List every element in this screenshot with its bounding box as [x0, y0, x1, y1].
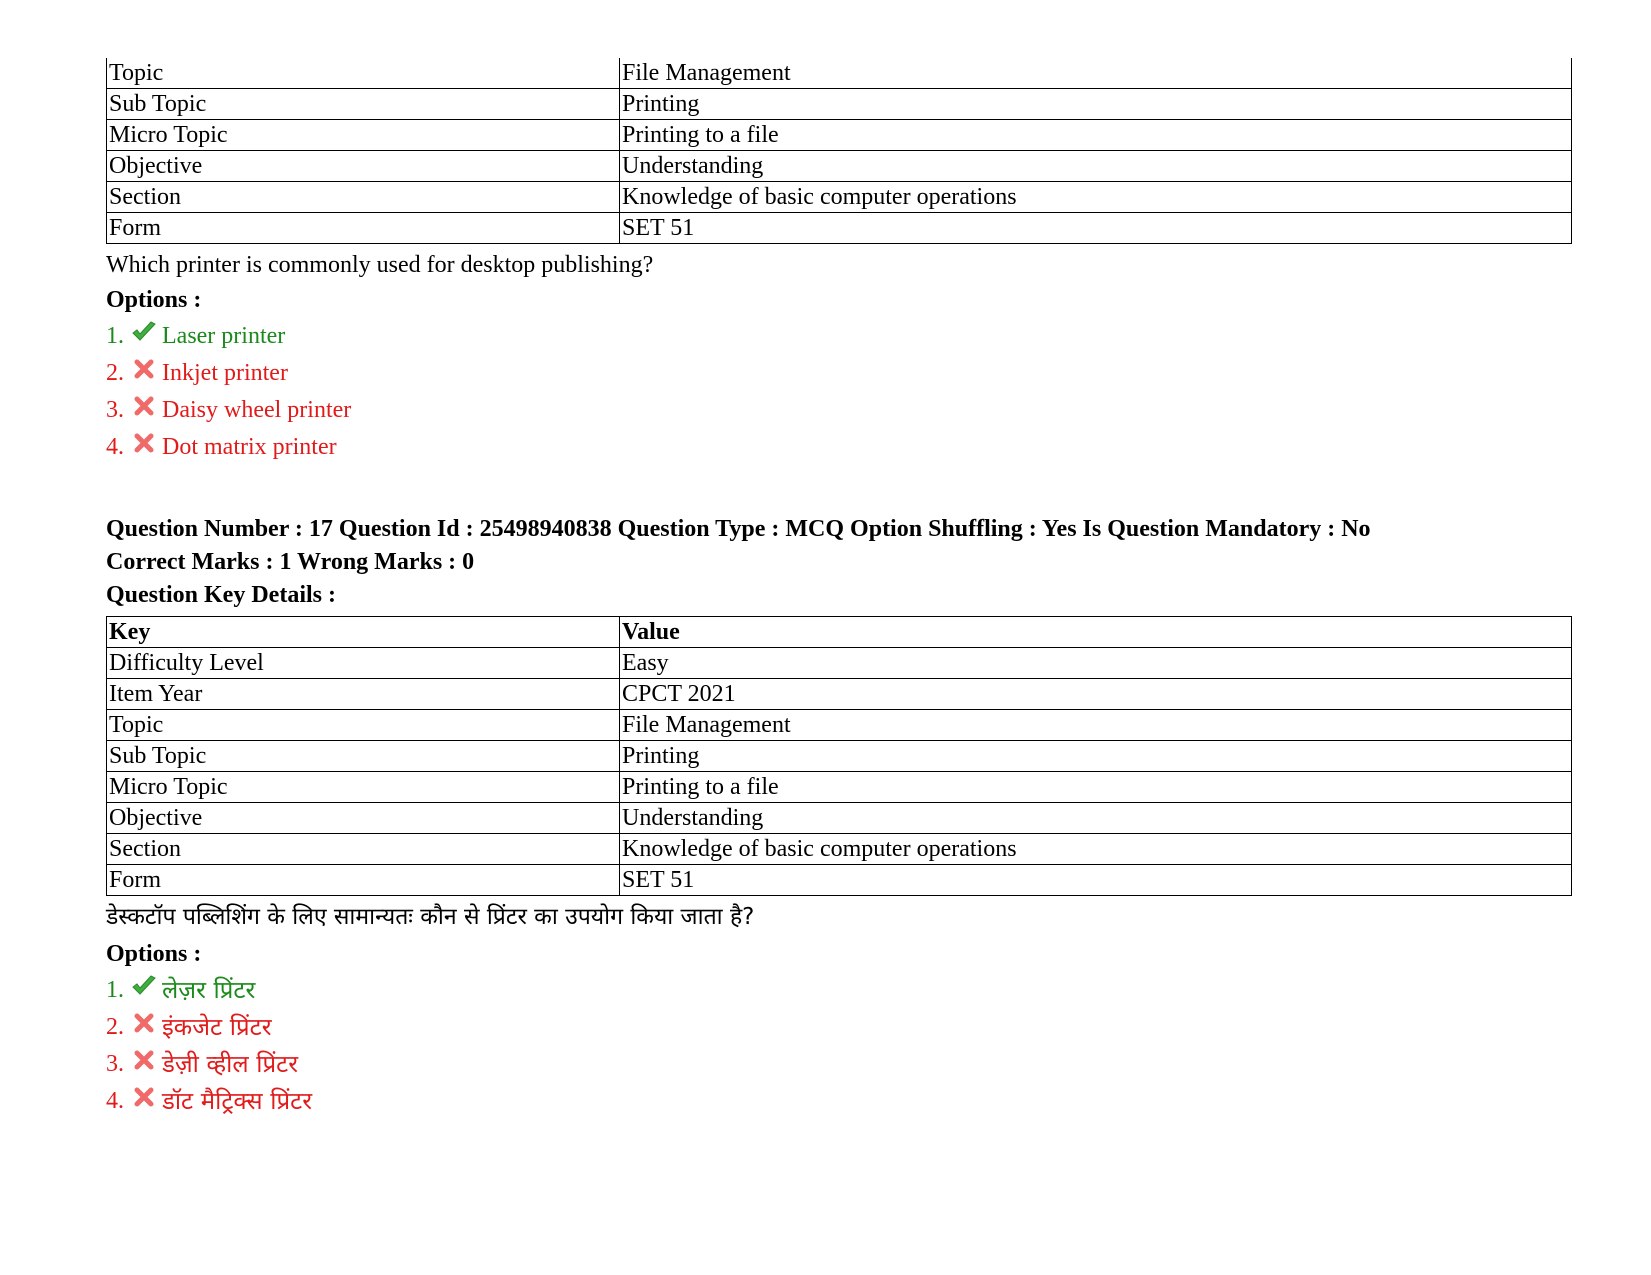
key-cell: Micro Topic [107, 120, 620, 151]
question-paper-page [106, 58, 1576, 1119]
key-cell: Objective [107, 803, 620, 834]
cross-mark-icon [130, 1048, 158, 1072]
value-cell: Knowledge of basic computer operations [620, 834, 1572, 865]
check-mark-icon [130, 974, 158, 998]
value-cell: File Management [620, 710, 1572, 741]
check-mark-icon [130, 320, 158, 344]
value-cell: File Management [620, 58, 1572, 89]
key-cell: Topic [107, 710, 620, 741]
key-details-table-1 [106, 58, 1572, 244]
value-cell: Knowledge of basic computer operations [620, 182, 1572, 213]
key-cell: Difficulty Level [107, 648, 620, 679]
value-cell: SET 51 [620, 865, 1572, 896]
option-text: इंकजेट प्रिंटर [162, 1012, 272, 1041]
option-text: डेज़ी व्हील प्रिंटर [162, 1049, 299, 1078]
cross-mark-icon [130, 1085, 158, 1109]
option-item [106, 317, 1576, 354]
key-cell: Form [107, 865, 620, 896]
key-details-label: Question Key Details : [106, 582, 336, 608]
value-cell: Printing to a file [620, 120, 1572, 151]
options-list-english [106, 317, 1576, 465]
value-cell: Understanding [620, 803, 1572, 834]
table-row [107, 803, 1572, 834]
table-row [107, 213, 1572, 244]
marks-line: Correct Marks : 1 Wrong Marks : 0 [106, 549, 475, 575]
cross-mark-icon [130, 1011, 158, 1035]
table-row [107, 89, 1572, 120]
question-text-hindi: डेस्कटॉप पब्लिशिंग के लिए सामान्यतः कौन से प्रिंटर का उपयोग किया जाता है? [106, 904, 755, 930]
option-item [106, 428, 1576, 465]
table-row [107, 741, 1572, 772]
option-number: 1. [106, 976, 124, 1003]
key-cell: Objective [107, 151, 620, 182]
table-row [107, 182, 1572, 213]
option-text: Daisy wheel printer [162, 396, 352, 423]
key-cell: Item Year [107, 679, 620, 710]
option-number: 4. [106, 433, 124, 460]
option-number: 4. [106, 1087, 124, 1114]
value-cell: SET 51 [620, 213, 1572, 244]
question-text-english: Which printer is commonly used for desktop publishing? [106, 252, 654, 278]
key-cell: Micro Topic [107, 772, 620, 803]
value-cell: Printing to a file [620, 772, 1572, 803]
key-cell: Section [107, 834, 620, 865]
option-number: 2. [106, 1013, 124, 1040]
option-item [106, 1082, 1576, 1119]
value-cell: Understanding [620, 151, 1572, 182]
value-cell: Easy [620, 648, 1572, 679]
value-cell: Printing [620, 89, 1572, 120]
question-meta-line: Question Number : 17 Question Id : 25498940838 Question Type : MCQ Option Shuffling : Yes Is Question Mandatory : No [106, 516, 1371, 542]
table-row [107, 58, 1572, 89]
table-row [107, 865, 1572, 896]
key-cell: Sub Topic [107, 741, 620, 772]
table-row [107, 120, 1572, 151]
options-list-hindi [106, 971, 1576, 1119]
option-text: Dot matrix printer [162, 433, 337, 460]
option-item [106, 1045, 1576, 1082]
table-row [107, 648, 1572, 679]
option-item [106, 354, 1576, 391]
option-item [106, 971, 1576, 1008]
option-text: डॉट मैट्रिक्स प्रिंटर [162, 1086, 313, 1115]
option-number: 3. [106, 1050, 124, 1077]
cross-mark-icon [130, 431, 158, 455]
option-text: लेज़र प्रिंटर [162, 975, 256, 1004]
option-number: 2. [106, 359, 124, 386]
options-label: Options : [106, 287, 202, 313]
table-row [107, 834, 1572, 865]
value-cell: Printing [620, 741, 1572, 772]
cross-mark-icon [130, 357, 158, 381]
option-text: Laser printer [162, 322, 286, 349]
key-details-table-2 [106, 616, 1572, 896]
key-cell: Section [107, 182, 620, 213]
table-row [107, 710, 1572, 741]
key-cell: Form [107, 213, 620, 244]
option-number: 1. [106, 322, 124, 349]
option-item [106, 391, 1576, 428]
key-cell: Topic [107, 58, 620, 89]
option-number: 3. [106, 396, 124, 423]
option-item [106, 1008, 1576, 1045]
header-key-cell: Key [107, 617, 620, 648]
table-row [107, 679, 1572, 710]
options-label: Options : [106, 941, 202, 967]
header-value-cell: Value [620, 617, 1572, 648]
table-row [107, 772, 1572, 803]
option-text: Inkjet printer [162, 359, 288, 386]
value-cell: CPCT 2021 [620, 679, 1572, 710]
table-header-row [107, 617, 1572, 648]
cross-mark-icon [130, 394, 158, 418]
table-row [107, 151, 1572, 182]
key-cell: Sub Topic [107, 89, 620, 120]
